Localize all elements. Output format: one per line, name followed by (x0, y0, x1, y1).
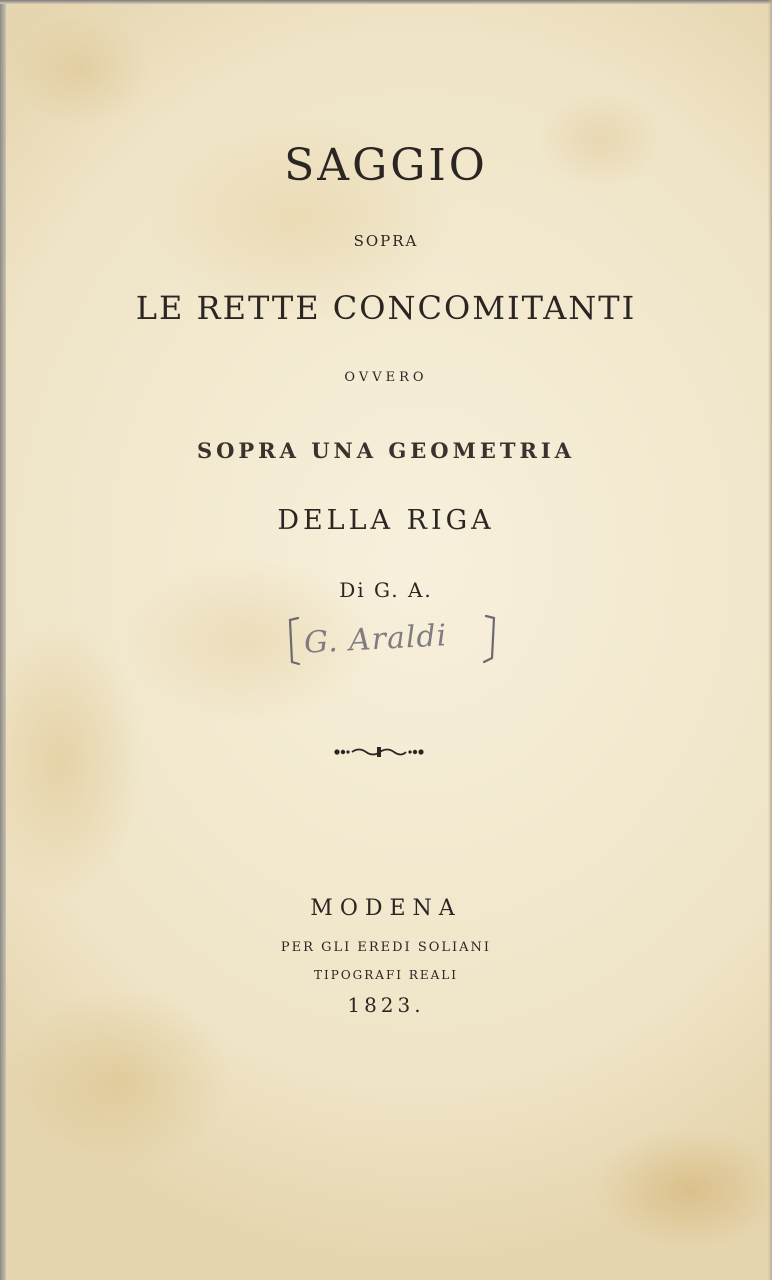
bracket-left-icon (284, 612, 304, 672)
connector-ovvero: OVVERO (344, 370, 428, 385)
author-initials: Di G. A. (339, 578, 433, 602)
imprint-printer-title: TIPOGRAFI REALI (314, 968, 458, 982)
typographic-rule-ornament-icon (333, 742, 425, 762)
page-edge-top (0, 0, 772, 4)
page-edge-right (768, 0, 772, 1280)
handwritten-name: G. Araldi (303, 618, 449, 661)
imprint-publisher: PER GLI EREDI SOLIANI (280, 940, 492, 955)
connector-sopra: SOPRA (353, 232, 419, 250)
page-edge-left (0, 0, 6, 1280)
book-subtitle: LE RETTE CONCOMITANTI (135, 289, 637, 327)
book-subtitle-2: SOPRA UNA GEOMETRIA (196, 438, 576, 463)
book-title: SAGGIO (284, 140, 488, 191)
bracket-right-icon (480, 612, 504, 672)
handwritten-attribution (284, 612, 504, 672)
imprint-city: MODENA (310, 896, 462, 921)
imprint-year: 1823. (347, 993, 425, 1017)
book-subtitle-3: DELLA RIGA (277, 505, 495, 536)
